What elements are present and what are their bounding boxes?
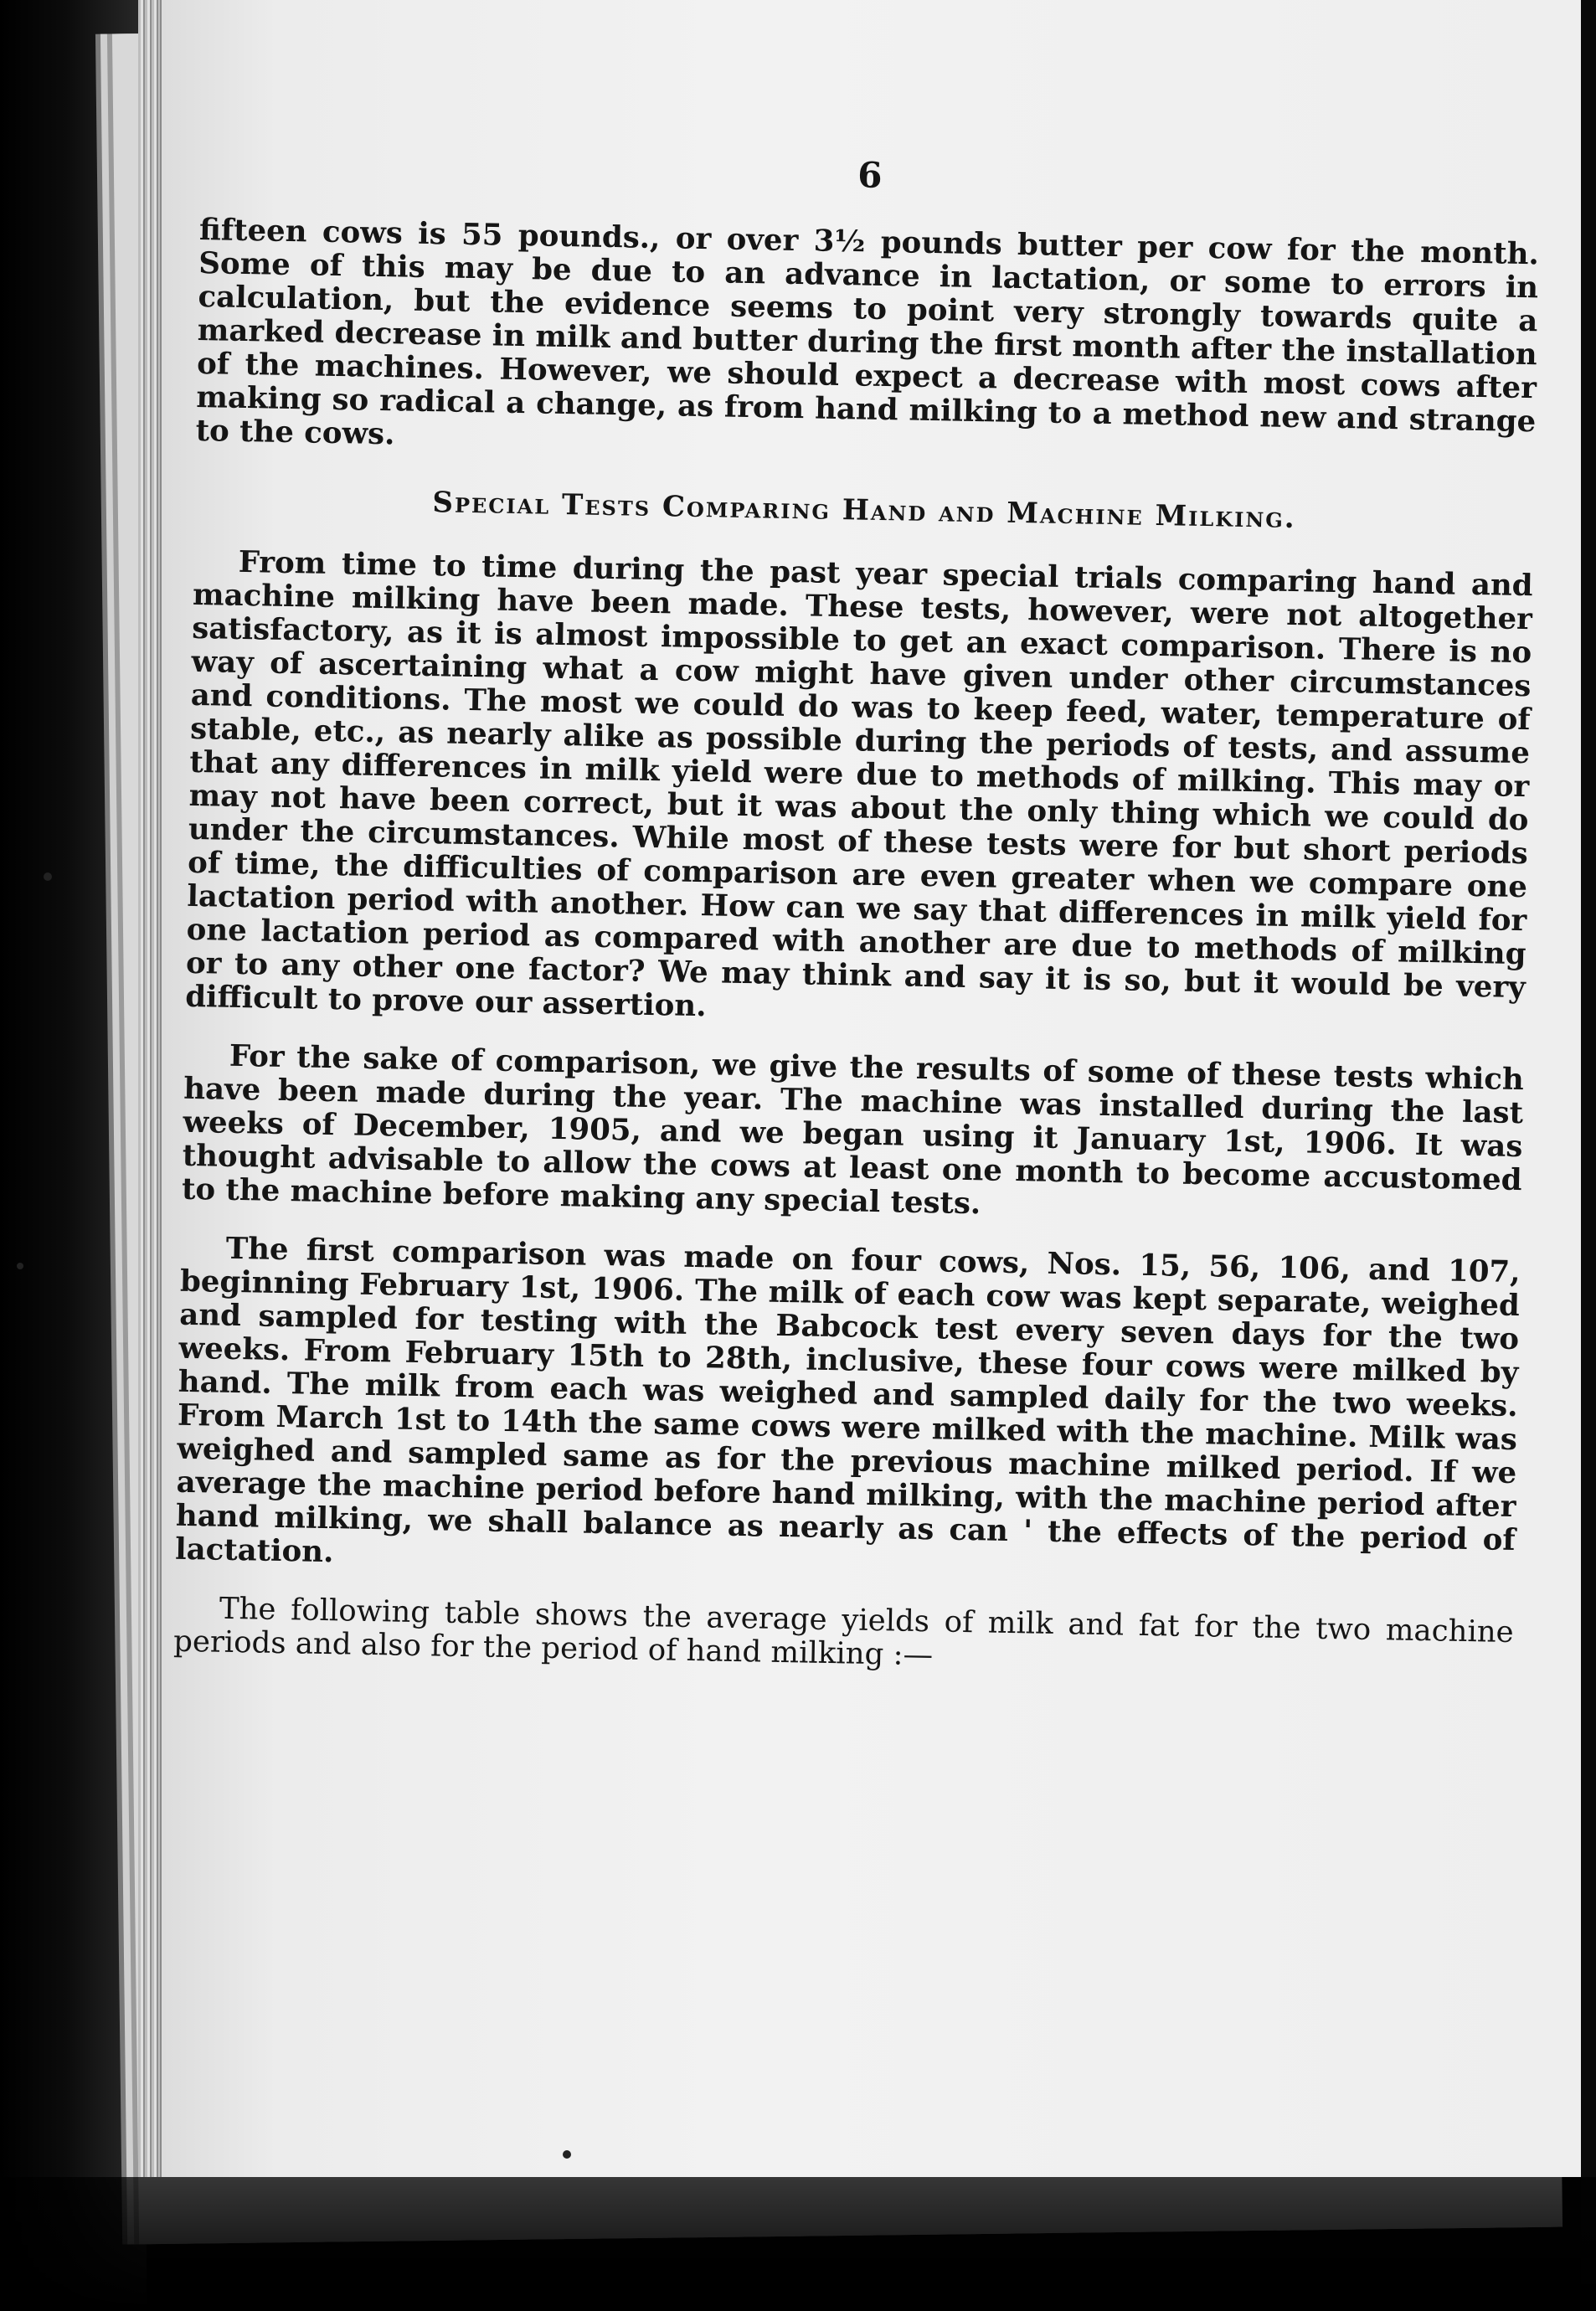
scan-speck: [17, 1263, 23, 1269]
bottom-shadow: [0, 2177, 1596, 2311]
paragraph-first-comparison: The first comparison was made on four cows, Nos. 15, 56, 106, and 107, beginning February 1st, 1906. The milk of each cow was kept separate, weighed and sampled for testing with the Babcock test every seven days for the two weeks. From February 15th to 28th, inclusive, these four cows were milked by hand. The milk from each was weighed and sampled daily for the two weeks. From March 1st to 14th the same cows were milked with the machine. Milk was weighed and sampled same as for the previous machine milked period. If we average the machine period before hand milking, with the machine period after hand milking, we shall balance as nearly as can ' the effects of the period of lactation.: [174, 1231, 1521, 1570]
paragraph-continued: fifteen cows is 55 pounds., or over 3½ pounds butter per cow for the month. Some of this may be due to an advance in lactation, or some to errors in calculation, but the evidence seems to point very strongly towards quite a marked decrease in milk and butter during the first month after the installation of the machines. However, we should expect a decrease with most cows after making so radical a change, as from hand milking to a method new and strange to the cows.: [195, 212, 1540, 452]
scan-speck: [563, 2150, 571, 2159]
paragraph-comparison-results: For the sake of comparison, we give the results of some of these tests which have been made during the year. The machine was installed during the last weeks of December, 1905, and we began using it January 1st, 1906. It was thought advisable to allow the cows at least one month to become accustomed to the machine before making any special tests.: [181, 1038, 1525, 1222]
page-number: 6: [857, 154, 883, 196]
scan-speck: [44, 872, 52, 881]
section-heading: Special Tests Comparing Hand and Machine Milking.: [432, 486, 1297, 536]
page-content: [173, 142, 1541, 1683]
paragraph-table-intro: The following table shows the average yields of milk and fat for the two machine periods and also for the period of hand milking :—: [172, 1591, 1515, 1673]
right-edge-shadow: [1581, 0, 1596, 2311]
paragraph-special-trials: From time to time during the past year special trials comparing hand and machine milking have been made. These tests, however, were not altogether satisfactory, as it is almost impossible to get an exact comparison. There is no way of ascertaining what a cow might have given under other circumstances and conditions. The most we could do was to keep feed, water, temperature of stable, etc., as nearly alike as possible during the periods of tests, and assume that any differences in milk yield were due to methods of milking. This may or may not have been correct, but it was about the only thing which we could do under the circumstances. While most of these tests were for but short periods of time, the difficulties of comparison are even greater when we compare one lactation period with another. How can we say that differences in milk yield for one lactation period as compared with another are due to methods of milking or to any other one factor? We may think and say it is so, but it would be very difficult to prove our assertion.: [184, 544, 1533, 1024]
